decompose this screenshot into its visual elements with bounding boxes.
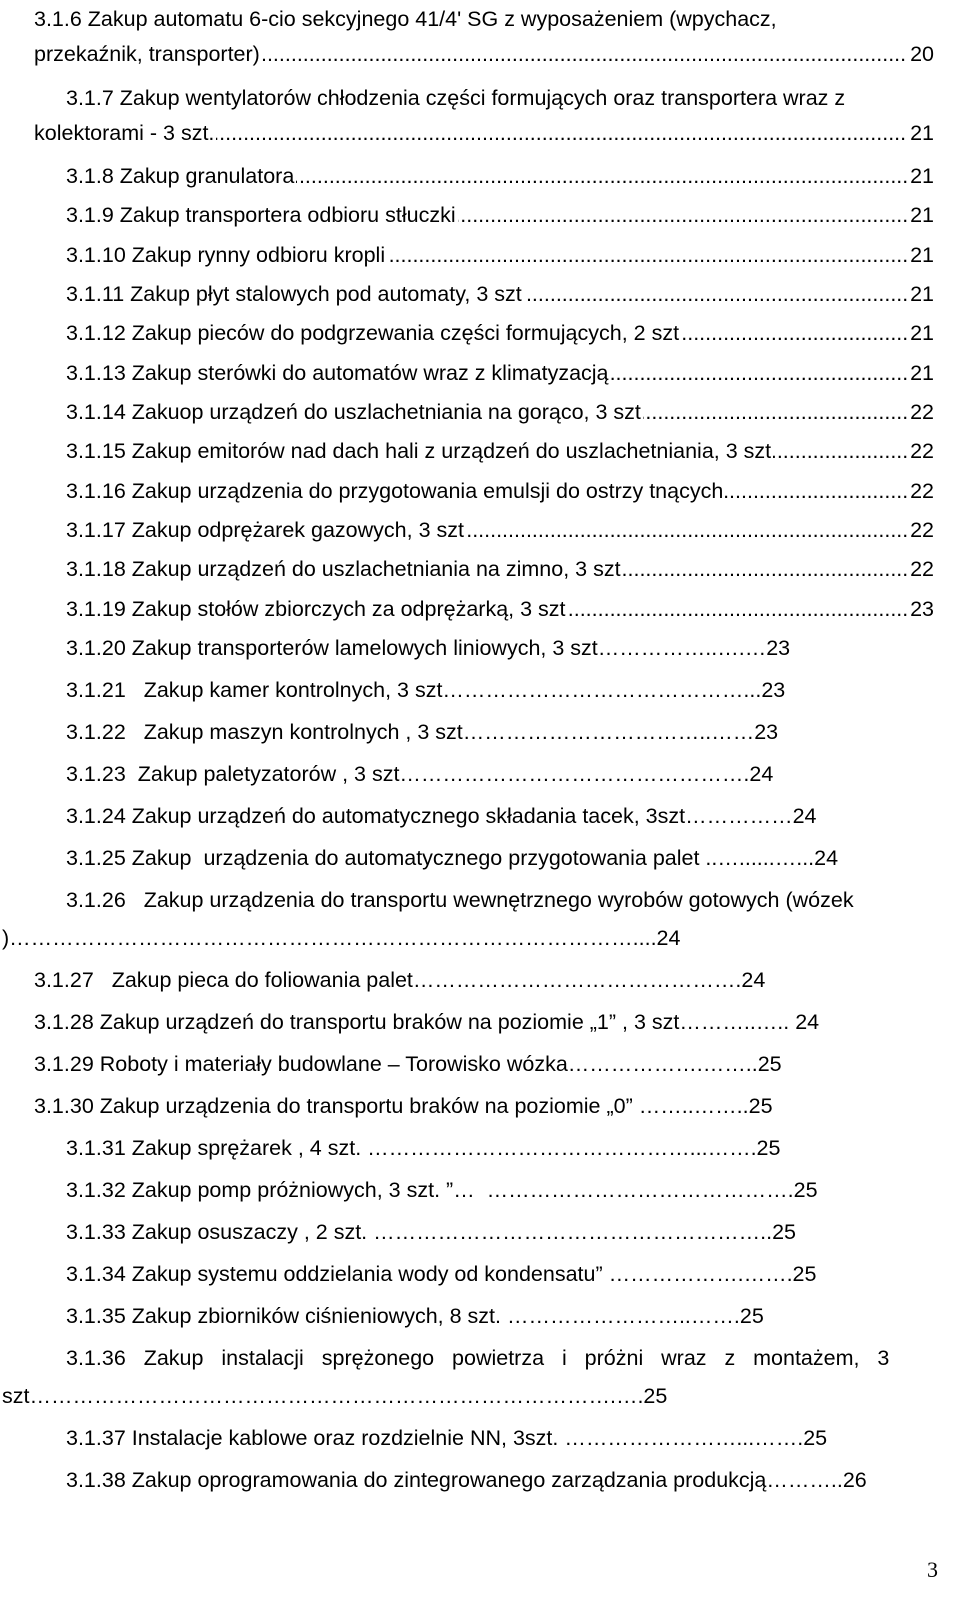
toc-entry-page: 20 xyxy=(910,42,934,66)
toc-entry-title: 3.1.11 Zakup płyt stalowych pod automaty, 3 szt xyxy=(66,282,522,306)
toc-entry-page: 21 xyxy=(910,361,934,385)
toc-entry-3-1-28[interactable]: 3.1.28 Zakup urządzeń do transportu braków na poziomie „1” , 3 szt………..….. 24 xyxy=(34,1010,820,1034)
toc-entry-page: 21 xyxy=(910,164,934,188)
toc-entry-3-1-30[interactable]: 3.1.30 Zakup urządzenia do transportu braków na poziomie „0” ……..……..25 xyxy=(34,1094,773,1118)
toc-entry-title: 3.1.12 Zakup pieców do podgrzewania części formujących, 2 szt xyxy=(66,321,680,345)
toc-entry-page: 22 xyxy=(910,479,934,503)
toc-entry-3-1-20[interactable]: 3.1.20 Zakup transporterów lamelowych liniowych, 3 szt……………..….…23 xyxy=(66,636,791,660)
toc-entry-3-1-38[interactable]: 3.1.38 Zakup oprogramowania do zintegrowanego zarządzania produkcją………..26 xyxy=(66,1468,867,1492)
toc-entry-3-1-25[interactable]: 3.1.25 Zakup urządzenia do automatycznego przygotowania palet ..…......…...24 xyxy=(66,846,839,870)
toc-entry-page: 21 xyxy=(910,321,934,345)
toc-entry-3-1-26-line1[interactable]: 3.1.26 Zakup urządzenia do transportu wewnętrznego wyrobów gotowych (wózek xyxy=(66,888,854,912)
toc-entry-page: 21 xyxy=(910,203,934,227)
toc-entry-title: przekaźnik, transporter) xyxy=(34,42,260,66)
toc-entry-3-1-29[interactable]: 3.1.29 Roboty i materiały budowlane – Torowisko wózka……………….……..25 xyxy=(34,1052,782,1076)
toc-entry-page: 21 xyxy=(910,282,934,306)
toc-entry-3-1-22[interactable]: 3.1.22 Zakup maszyn kontrolnych , 3 szt……………………………..……23 xyxy=(66,720,779,744)
toc-entry-title: 3.1.13 Zakup sterówki do automatów wraz z klimatyzacją xyxy=(66,361,609,385)
toc-entry-title: 3.1.14 Zakuop urządzeń do uszlachetniania na gorąco, 3 szt xyxy=(66,400,641,424)
toc-entry-3-1-27[interactable]: 3.1.27 Zakup pieca do foliowania palet……………………………………….24 xyxy=(34,968,766,992)
page-number: 3 xyxy=(927,1557,938,1582)
toc-entry-title: 3.1.16 Zakup urządzenia do przygotowania emulsji do ostrzy tnących xyxy=(66,479,724,503)
toc-entry-title: kolektorami - 3 szt. xyxy=(34,121,215,145)
toc-entry-title: 3.1.17 Zakup odprężarek gazowych, 3 szt xyxy=(66,518,464,542)
toc-entry-page: 23 xyxy=(910,597,934,621)
toc-entry-3-1-6-line1[interactable]: 3.1.6 Zakup automatu 6-cio sekcyjnego 41/4' SG z wyposażeniem (wpychacz, xyxy=(34,7,777,31)
toc-entry-title: 3.1.10 Zakup rynny odbioru kropli xyxy=(66,243,386,267)
toc-entry-page: 22 xyxy=(910,400,934,424)
toc-entry-3-1-34[interactable]: 3.1.34 Zakup systemu oddzielania wody od kondensatu” ……………….…….25 xyxy=(66,1262,817,1286)
toc-entry-3-1-36-line1[interactable]: 3.1.36 Zakup instalacji sprężonego powietrza i próżni wraz z montażem, 3 xyxy=(66,1346,890,1370)
toc-entry-page: 21 xyxy=(910,243,934,267)
toc-entry-page: 22 xyxy=(910,557,934,581)
toc-entry-3-1-21[interactable]: 3.1.21 Zakup kamer kontrolnych, 3 szt……………………………………...23 xyxy=(66,678,786,702)
toc-entry-page: 21 xyxy=(910,121,934,145)
toc-entry-title: 3.1.18 Zakup urządzeń do uszlachetniania na zimno, 3 szt xyxy=(66,557,621,581)
toc-entry-3-1-31[interactable]: 3.1.31 Zakup sprężarek , 4 szt. ………………………………………...…….25 xyxy=(66,1136,781,1160)
toc-entry-3-1-26-line2[interactable]: )……………………………………………………………………………....24 xyxy=(2,926,681,950)
toc-entry-title: 3.1.8 Zakup granulatora xyxy=(66,164,295,188)
toc-entry-3-1-32[interactable]: 3.1.32 Zakup pomp próżniowych, 3 szt. ”… …………………………………….25 xyxy=(66,1178,818,1202)
toc-entry-page: 22 xyxy=(910,439,934,463)
toc-entry-3-1-35[interactable]: 3.1.35 Zakup zbiorników ciśnieniowych, 8 szt. ……………………..…….25 xyxy=(66,1304,764,1328)
toc-entry-3-1-7-line1[interactable]: 3.1.7 Zakup wentylatorów chłodzenia części formujących oraz transportera wraz z xyxy=(66,86,846,110)
toc-entry-3-1-23[interactable]: 3.1.23 Zakup paletyzatorów , 3 szt………………………………………….24 xyxy=(66,762,774,786)
toc-entry-3-1-24[interactable]: 3.1.24 Zakup urządzeń do automatycznego składania tacek, 3szt……………24 xyxy=(66,804,817,828)
toc-entry-3-1-37[interactable]: 3.1.37 Instalacje kablowe oraz rozdzielnie NN, 3szt. ……………………...…….25 xyxy=(66,1426,828,1450)
toc-entry-3-1-33[interactable]: 3.1.33 Zakup osuszaczy , 2 szt. ………………………………………………..25 xyxy=(66,1220,796,1244)
toc-entry-page: 22 xyxy=(910,518,934,542)
toc-entry-3-1-36-line2[interactable]: szt……………………………………………………………………….….25 xyxy=(2,1384,668,1408)
toc-entry-title: 3.1.9 Zakup transportera odbioru stłuczki xyxy=(66,203,456,227)
toc-entry-title: 3.1.19 Zakup stołów zbiorczych za odprężarką, 3 szt xyxy=(66,597,566,621)
toc-entry-title: 3.1.15 Zakup emitorów nad dach hali z urządzeń do uszlachetniania, 3 szt xyxy=(66,439,772,463)
